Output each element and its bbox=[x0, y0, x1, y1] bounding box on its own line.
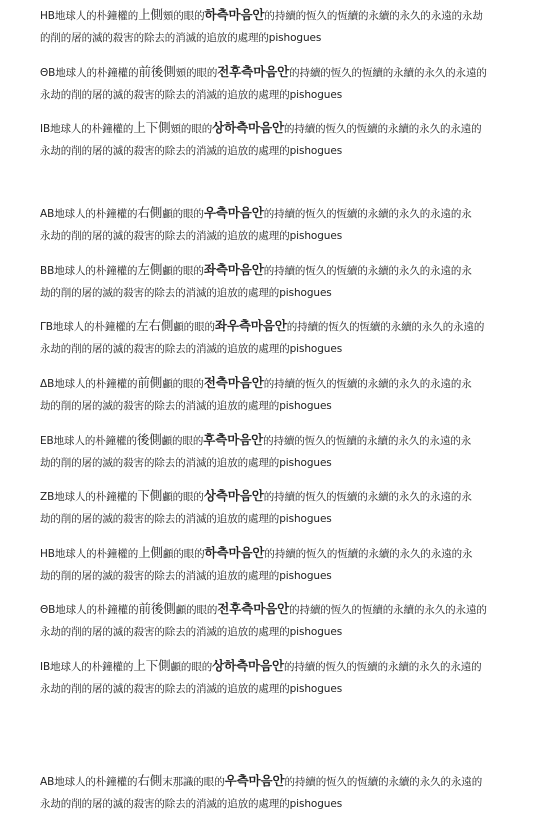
paragraph-head: 地球人的朴鐘權的 bbox=[54, 10, 139, 22]
paragraph-head: 地球人的朴鐘權的 bbox=[52, 321, 137, 333]
paragraph-line-2 bbox=[40, 682, 510, 696]
paragraph-direction: 前側 bbox=[137, 375, 163, 390]
paragraph-connector: 末那識的眼的 bbox=[162, 776, 225, 788]
paragraph-connector: 顱的眼的 bbox=[162, 265, 204, 277]
paragraph-korean: 상측마음안 bbox=[203, 488, 264, 503]
paragraph-line-1 bbox=[40, 774, 510, 788]
paragraph-prefix: IB bbox=[40, 123, 51, 135]
paragraph-direction: 後側 bbox=[136, 432, 162, 447]
paragraph-connector: 顱的眼的 bbox=[170, 661, 213, 673]
paragraph bbox=[40, 774, 510, 811]
paragraph-line-1 bbox=[40, 8, 510, 22]
paragraph-direction: 前後側 bbox=[138, 64, 176, 79]
paragraph-line-2 bbox=[40, 512, 510, 526]
paragraph-rest: 的持續的恆久的恆續的永續的永久的永遠的永 bbox=[263, 378, 472, 390]
paragraph-line-1 bbox=[40, 602, 510, 616]
paragraph bbox=[40, 121, 510, 158]
paragraph-connector: 顱的眼的 bbox=[162, 208, 204, 220]
paragraph-line-2 bbox=[40, 625, 510, 639]
paragraph-line-1 bbox=[40, 121, 510, 135]
paragraph-korean: 상하측마음안 bbox=[212, 120, 284, 135]
paragraph bbox=[40, 659, 510, 696]
paragraph-rest: 的持續的恆久的恆續的永續的永久的永遠的永 bbox=[264, 548, 473, 560]
paragraph-connector: 顱的眼的 bbox=[162, 548, 205, 560]
paragraph-line-1 bbox=[40, 65, 510, 79]
paragraph bbox=[40, 206, 510, 243]
paragraph bbox=[40, 263, 510, 300]
paragraph-prefix: AB bbox=[40, 776, 55, 788]
paragraph-tail: 永劫的削的屠的滅的殺害的除去的消滅的追放的處理的pishogues bbox=[40, 683, 343, 695]
paragraph-prefix: IB bbox=[40, 661, 51, 673]
paragraph bbox=[40, 319, 510, 356]
paragraph-rest: 的持續的恆久的恆續的永續的永久的永遠的 bbox=[283, 123, 482, 135]
paragraph-line-2 bbox=[40, 456, 510, 470]
paragraph-korean: 좌우측마음안 bbox=[214, 318, 287, 333]
paragraph-korean: 좌측마음안 bbox=[203, 262, 264, 277]
paragraph-line-2 bbox=[40, 88, 510, 102]
paragraph-head: 地球人的朴鐘權的 bbox=[50, 661, 134, 673]
paragraph-prefix: ΘB bbox=[40, 67, 56, 79]
paragraph-head: 地球人的朴鐘權的 bbox=[54, 491, 138, 503]
paragraph-connector: 顱的眼的 bbox=[175, 604, 218, 616]
paragraph-line-1 bbox=[40, 546, 510, 560]
paragraph-tail: 劫的削的屠的滅的殺害的除去的消滅的追放的處理的pishogues bbox=[40, 400, 332, 412]
paragraph bbox=[40, 376, 510, 413]
paragraph-connector: 顱的眼的 bbox=[173, 321, 215, 333]
paragraph-line-2 bbox=[40, 797, 510, 811]
paragraph-line-1 bbox=[40, 659, 510, 673]
paragraph-korean: 전측마음안 bbox=[203, 375, 264, 390]
paragraph-direction: 前後側 bbox=[138, 601, 176, 616]
paragraph-prefix: ΓB bbox=[40, 321, 53, 333]
paragraph-line-1 bbox=[40, 489, 510, 503]
paragraph-line-2 bbox=[40, 569, 510, 583]
paragraph-direction: 左右側 bbox=[136, 318, 174, 333]
paragraph-rest: 的持續的恆久的恆續的永續的永久的永遠的永 bbox=[263, 491, 472, 503]
paragraph-connector: 顱的眼的 bbox=[162, 491, 204, 503]
paragraph-connector: 頞的眼的 bbox=[175, 67, 218, 79]
paragraph-head: 地球人的朴鐘權的 bbox=[54, 378, 138, 390]
paragraph-line-2 bbox=[40, 342, 510, 356]
paragraph-prefix: ΘB bbox=[40, 604, 56, 616]
paragraph-line-1 bbox=[40, 263, 510, 277]
paragraph-tail: 的削的屠的滅的殺害的除去的消滅的追放的處理的pishogues bbox=[40, 32, 322, 44]
paragraph-rest: 的持續的恆久的恆續的永續的永久的永遠的 bbox=[286, 321, 485, 333]
paragraph-tail: 劫的削的屠的滅的殺害的除去的消滅的追放的處理的pishogues bbox=[40, 570, 332, 582]
paragraph-head: 地球人的朴鐘權的 bbox=[54, 208, 138, 220]
paragraph-korean: 하측마음안 bbox=[204, 7, 265, 22]
paragraph-rest: 的持續的恆久的恆續的永續的永久的永遠的永 bbox=[263, 208, 472, 220]
paragraph bbox=[40, 433, 510, 470]
paragraph-tail: 永劫的削的屠的滅的殺害的除去的消滅的追放的處理的pishogues bbox=[40, 145, 343, 157]
paragraph-head: 地球人的朴鐘權的 bbox=[53, 435, 137, 447]
paragraph-korean: 상하측마음안 bbox=[212, 658, 284, 673]
paragraph-direction: 下側 bbox=[137, 488, 163, 503]
paragraph-korean: 전후측마음안 bbox=[217, 601, 290, 616]
paragraph-line-2 bbox=[40, 286, 510, 300]
paragraph bbox=[40, 65, 510, 102]
paragraph bbox=[40, 546, 510, 583]
paragraph-rest: 的持續的恆久的恆續的永續的永久的永遠的 bbox=[283, 661, 482, 673]
paragraph-head: 地球人的朴鐘權的 bbox=[54, 776, 138, 788]
paragraph-direction: 上下側 bbox=[133, 120, 171, 135]
paragraph-direction: 左側 bbox=[137, 262, 163, 277]
paragraph-direction: 上下側 bbox=[133, 658, 171, 673]
paragraph-korean: 전후측마음안 bbox=[217, 64, 290, 79]
paragraph-korean: 우측마음안 bbox=[224, 773, 285, 788]
paragraph-prefix: AB bbox=[40, 208, 55, 220]
paragraph-korean: 후측마음안 bbox=[203, 432, 264, 447]
paragraph-tail: 永劫的削的屠的滅的殺害的除去的消滅的追放的處理的pishogues bbox=[40, 798, 343, 810]
paragraph-head: 地球人的朴鐘權的 bbox=[55, 604, 139, 616]
paragraph-line-1 bbox=[40, 206, 510, 220]
paragraph-tail: 劫的削的屠的滅的殺害的除去的消滅的追放的處理的pishogues bbox=[40, 513, 332, 525]
paragraph-prefix: ZB bbox=[40, 491, 55, 503]
paragraph-tail: 永劫的削的屠的滅的殺害的除去的消滅的追放的處理的pishogues bbox=[40, 626, 343, 638]
paragraph-direction: 上側 bbox=[138, 545, 163, 560]
paragraph-rest: 的持續的恆久的恆續的永續的永久的永遠的 bbox=[289, 604, 487, 616]
paragraph-connector: 頞的眼的 bbox=[170, 123, 213, 135]
paragraph-line-2 bbox=[40, 229, 510, 243]
paragraph-tail: 永劫的削的屠的滅的殺害的除去的消滅的追放的處理的pishogues bbox=[40, 343, 343, 355]
paragraph bbox=[40, 8, 510, 45]
paragraph bbox=[40, 602, 510, 639]
paragraph-head: 地球人的朴鐘權的 bbox=[54, 548, 139, 560]
paragraph-line-1 bbox=[40, 433, 510, 447]
paragraph-line-1 bbox=[40, 319, 510, 333]
paragraph-tail: 劫的削的屠的滅的殺害的除去的消滅的追放的處理的pishogues bbox=[40, 457, 332, 469]
paragraph-line-2 bbox=[40, 31, 510, 45]
paragraph-prefix: EB bbox=[40, 435, 54, 447]
paragraph-tail: 永劫的削的屠的滅的殺害的除去的消滅的追放的處理的pishogues bbox=[40, 230, 343, 242]
paragraph-rest: 的持續的恆久的恆續的永續的永久的永遠的 bbox=[284, 776, 483, 788]
paragraph-line-2 bbox=[40, 399, 510, 413]
paragraph-direction: 右側 bbox=[137, 205, 163, 220]
paragraph-rest: 的持續的恆久的恆續的永續的永久的永遠的永 bbox=[263, 435, 472, 447]
paragraph bbox=[40, 489, 510, 526]
paragraph-line-2 bbox=[40, 144, 510, 158]
paragraph-korean: 우측마음안 bbox=[203, 205, 264, 220]
paragraph-head: 地球人的朴鐘權的 bbox=[55, 67, 139, 79]
paragraph-connector: 頞的眼的 bbox=[162, 10, 205, 22]
paragraph-direction: 上側 bbox=[138, 7, 163, 22]
paragraph-prefix: HB bbox=[40, 548, 55, 560]
paragraph-tail: 永劫的削的屠的滅的殺害的除去的消滅的追放的處理的pishogues bbox=[40, 89, 343, 101]
paragraph-prefix: BB bbox=[40, 265, 55, 277]
paragraph-tail: 劫的削的屠的滅的殺害的除去的消滅的追放的處理的pishogues bbox=[40, 287, 332, 299]
paragraph-connector: 顱的眼的 bbox=[161, 435, 204, 447]
paragraph-rest: 的持續的恆久的恆續的永續的永久的永遠的 bbox=[289, 67, 487, 79]
paragraph-line-1 bbox=[40, 376, 510, 390]
paragraph-head: 地球人的朴鐘權的 bbox=[50, 123, 134, 135]
paragraph-prefix: ΔB bbox=[40, 378, 55, 390]
paragraph-rest: 的持續的恆久的恆續的永續的永久的永遠的永 bbox=[263, 265, 472, 277]
paragraph-head: 地球人的朴鐘權的 bbox=[54, 265, 138, 277]
paragraph-direction: 右側 bbox=[137, 773, 163, 788]
paragraph-prefix: HB bbox=[40, 10, 55, 22]
paragraph-connector: 顱的眼的 bbox=[162, 378, 204, 390]
paragraph-korean: 하측마음안 bbox=[204, 545, 265, 560]
paragraph-rest: 的持續的恆久的恆續的永續的永久的永遠的永劫 bbox=[264, 10, 483, 22]
